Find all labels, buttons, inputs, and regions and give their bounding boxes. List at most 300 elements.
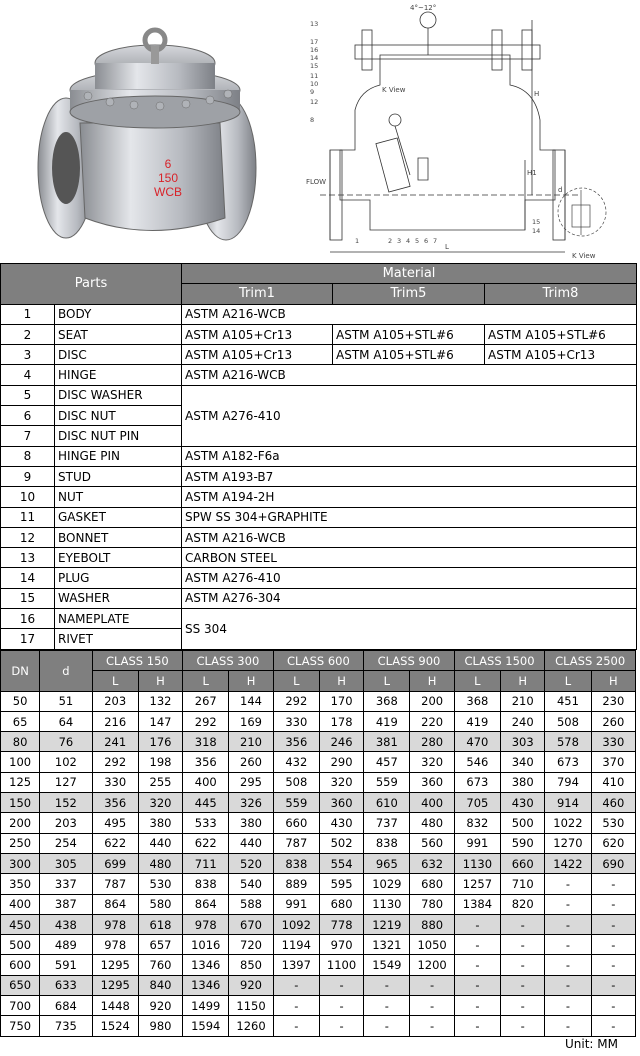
dimension-cell: 991 [273, 894, 319, 914]
dimension-row [1, 691, 636, 711]
dimension-cell: 690 [591, 853, 635, 873]
dimension-h1-label: H1 [527, 169, 537, 177]
dimension-cell: 1594 [183, 1016, 229, 1036]
part-name: DISC WASHER [55, 385, 182, 405]
dimension-cell: 1130 [364, 894, 410, 914]
dimension-cell: 1092 [273, 914, 319, 934]
material-row [1, 527, 637, 547]
dimension-cell: 780 [410, 894, 454, 914]
dimension-cell: 970 [319, 935, 363, 955]
dimension-row [1, 813, 636, 833]
dimension-cell: 147 [138, 711, 182, 731]
dimension-cell: 410 [591, 772, 635, 792]
dimension-cell: 489 [40, 935, 92, 955]
callout-number: 11 [310, 72, 319, 80]
dimension-cell: 711 [183, 853, 229, 873]
dimension-cell: 200 [1, 813, 40, 833]
swing-check-valve-photo [30, 18, 270, 254]
callout-number: 13 [310, 20, 319, 28]
angle-label: 4°~12° [410, 4, 437, 12]
dimension-cell: 1549 [364, 955, 410, 975]
dimension-cell: - [501, 975, 545, 995]
part-name: NAMEPLATE [55, 609, 182, 629]
dimension-cell: 660 [273, 813, 319, 833]
material-value: ASTM A276-304 [182, 588, 637, 608]
dimension-cell: - [454, 914, 500, 934]
dimension-cell: 794 [545, 772, 591, 792]
dimension-cell: 610 [364, 793, 410, 813]
dimension-cell: 1200 [410, 955, 454, 975]
dimension-cell: 64 [40, 711, 92, 731]
dimension-cell: 1050 [410, 935, 454, 955]
trim-header: Trim1 [182, 284, 333, 304]
dimension-cell: 330 [273, 711, 319, 731]
height-subheader: H [229, 671, 273, 691]
material-value: ASTM A105+Cr13 [182, 324, 333, 344]
part-number: 14 [1, 568, 55, 588]
parts-header: Parts [1, 264, 182, 305]
dimension-cell: 1150 [229, 996, 273, 1016]
dimension-cell: 350 [1, 874, 40, 894]
dimension-cell: 889 [273, 874, 319, 894]
dimension-cell: 778 [319, 914, 363, 934]
dimension-cell: 76 [40, 732, 92, 752]
dimension-row [1, 955, 636, 975]
part-name: BONNET [55, 527, 182, 547]
dimension-row [1, 975, 636, 995]
material-value: ASTM A105+STL#6 [333, 345, 485, 365]
callout-number: 9 [310, 88, 315, 96]
dimension-cell: 590 [501, 833, 545, 853]
dimension-cell: - [454, 1016, 500, 1036]
dimension-cell: 318 [183, 732, 229, 752]
dimension-cell: 250 [1, 833, 40, 853]
material-row [1, 304, 637, 324]
dn-header: DN [1, 651, 40, 692]
dimension-cell: 320 [410, 752, 454, 772]
dimension-cell: 102 [40, 752, 92, 772]
dimension-row [1, 935, 636, 955]
dimension-row [1, 1016, 636, 1036]
dimension-cell: - [545, 894, 591, 914]
dimension-cell: 65 [1, 711, 40, 731]
materials-table [0, 263, 637, 650]
dimension-cell: - [454, 975, 500, 995]
dimension-cell: 670 [229, 914, 273, 934]
dimension-cell: 230 [591, 691, 635, 711]
dimension-cell: 920 [138, 996, 182, 1016]
dimension-cell: - [545, 874, 591, 894]
dimension-cell: 533 [183, 813, 229, 833]
dimension-cell: 400 [1, 894, 40, 914]
dimension-cell: 203 [92, 691, 138, 711]
dimension-cell: 303 [501, 732, 545, 752]
part-name: STUD [55, 466, 182, 486]
dimension-cell: 684 [40, 996, 92, 1016]
material-row [1, 568, 637, 588]
dimension-cell: - [591, 935, 635, 955]
dimension-cell: 820 [501, 894, 545, 914]
material-row [1, 507, 637, 527]
dimension-cell: 1499 [183, 996, 229, 1016]
dimension-cell: 178 [319, 711, 363, 731]
d-header: d [40, 651, 92, 692]
length-subheader: L [183, 671, 229, 691]
dimension-cell: - [364, 1016, 410, 1036]
material-row [1, 385, 637, 405]
dimension-cell: 680 [410, 874, 454, 894]
dimension-cell: 1295 [92, 975, 138, 995]
dimension-cell: 622 [183, 833, 229, 853]
dimension-cell: 699 [92, 853, 138, 873]
callout-number: 17 [310, 38, 319, 46]
dimension-cell: 737 [364, 813, 410, 833]
dimension-cell: 210 [229, 732, 273, 752]
height-subheader: H [319, 671, 363, 691]
dimension-cell: 368 [364, 691, 410, 711]
dimension-cell: 1448 [92, 996, 138, 1016]
dimension-cell: 1321 [364, 935, 410, 955]
dimension-cell: 588 [229, 894, 273, 914]
part-number: 2 [1, 324, 55, 344]
material-row [1, 345, 637, 365]
dimension-cell: - [501, 1016, 545, 1036]
part-name: HINGE PIN [55, 446, 182, 466]
callout-number: 3 [397, 237, 402, 245]
dimension-cell: 502 [319, 833, 363, 853]
dimension-cell: - [591, 914, 635, 934]
dimension-cell: 657 [138, 935, 182, 955]
dimension-cell: 1016 [183, 935, 229, 955]
dimension-cell: 978 [92, 935, 138, 955]
dimension-cell: - [545, 935, 591, 955]
dimension-cell: 356 [183, 752, 229, 772]
material-value: ASTM A216-WCB [182, 304, 637, 324]
dimension-cell: - [501, 955, 545, 975]
k-view-label: K View [382, 86, 406, 94]
dimension-cell: 1219 [364, 914, 410, 934]
dimension-row [1, 996, 636, 1016]
dimension-cell: 170 [319, 691, 363, 711]
part-name: HINGE [55, 365, 182, 385]
dimension-cell: 125 [1, 772, 40, 792]
part-number: 3 [1, 345, 55, 365]
material-value: ASTM A193-B7 [182, 466, 637, 486]
callout-number: 16 [310, 46, 319, 54]
dimension-cell: 622 [92, 833, 138, 853]
dimension-cell: 460 [591, 793, 635, 813]
dimension-cell: 216 [92, 711, 138, 731]
height-subheader: H [591, 671, 635, 691]
dimension-row [1, 914, 636, 934]
dimension-cell: 260 [591, 711, 635, 731]
dimension-cell: 1346 [183, 975, 229, 995]
dimension-cell: 100 [1, 752, 40, 772]
flow-label: FLOW [306, 178, 327, 186]
part-number: 9 [1, 466, 55, 486]
part-name: PLUG [55, 568, 182, 588]
dimension-row [1, 732, 636, 752]
dimension-cell: 1022 [545, 813, 591, 833]
dimension-cell: 440 [138, 833, 182, 853]
dimension-cell: - [410, 996, 454, 1016]
length-subheader: L [454, 671, 500, 691]
dimension-cell: 330 [591, 732, 635, 752]
dimension-cell: 337 [40, 874, 92, 894]
callout-number: 4 [406, 237, 411, 245]
dimension-cell: 620 [591, 833, 635, 853]
dimension-cell: 220 [410, 711, 454, 731]
height-subheader: H [138, 671, 182, 691]
dimension-cell: 1029 [364, 874, 410, 894]
dimension-cell: 292 [273, 691, 319, 711]
dimension-cell: 169 [229, 711, 273, 731]
dimension-cell: - [501, 914, 545, 934]
length-subheader: L [545, 671, 591, 691]
dimension-cell: 292 [92, 752, 138, 772]
material-row [1, 548, 637, 568]
part-number: 10 [1, 487, 55, 507]
dimension-cell: 650 [1, 975, 40, 995]
callout-number: 5 [415, 237, 420, 245]
dimension-cell: 578 [545, 732, 591, 752]
class-header: CLASS 1500 [454, 651, 545, 671]
part-number: 1 [1, 304, 55, 324]
dimension-cell: - [273, 1016, 319, 1036]
dimension-cell: 430 [319, 813, 363, 833]
trim-header: Trim5 [333, 284, 485, 304]
dimension-cell: 152 [40, 793, 92, 813]
part-number: 15 [1, 588, 55, 608]
dimension-row [1, 772, 636, 792]
callout-number: 14 [532, 227, 541, 235]
dimension-cell: 326 [229, 793, 273, 813]
dimension-cell: 80 [1, 732, 40, 752]
dimension-row [1, 711, 636, 731]
unit-label: Unit: MM [565, 1037, 618, 1051]
dimension-cell: 838 [273, 853, 319, 873]
dimension-cell: 380 [229, 813, 273, 833]
dimension-cell: 255 [138, 772, 182, 792]
callout-number: 14 [310, 54, 319, 62]
dimension-row [1, 793, 636, 813]
dimension-cell: - [319, 996, 363, 1016]
dimension-cell: - [410, 975, 454, 995]
part-number: 5 [1, 385, 55, 405]
material-value: ASTM A276-410 [182, 385, 637, 446]
dimension-cell: 127 [40, 772, 92, 792]
dimension-cell: 554 [319, 853, 363, 873]
material-value: CARBON STEEL [182, 548, 637, 568]
dimension-cell: 356 [273, 732, 319, 752]
dimension-h-label: H [534, 90, 540, 98]
dimension-cell: 495 [92, 813, 138, 833]
material-row [1, 466, 637, 486]
dimension-cell: 440 [229, 833, 273, 853]
part-number: 17 [1, 629, 55, 649]
dimension-row [1, 752, 636, 772]
material-row [1, 609, 637, 629]
dimension-cell: 419 [454, 711, 500, 731]
material-header: Material [182, 264, 637, 284]
materials-header-row [1, 264, 637, 284]
dimension-cell: - [591, 955, 635, 975]
material-value: ASTM A105+STL#6 [485, 324, 637, 344]
class-header: CLASS 900 [364, 651, 455, 671]
header-figures [0, 0, 640, 262]
part-number: 16 [1, 609, 55, 629]
dimension-row [1, 833, 636, 853]
dimension-cell: 240 [501, 711, 545, 731]
dimension-cell: 965 [364, 853, 410, 873]
dimension-cell: 1346 [183, 955, 229, 975]
dimension-cell: 1257 [454, 874, 500, 894]
dimension-cell: 980 [138, 1016, 182, 1036]
dimension-l-label: L [445, 243, 449, 251]
dimension-cell: - [319, 1016, 363, 1036]
dimension-cell: - [454, 955, 500, 975]
dimension-cell: 540 [229, 874, 273, 894]
dimension-cell: 591 [40, 955, 92, 975]
dimension-cell: - [545, 1016, 591, 1036]
dimension-cell: 254 [40, 833, 92, 853]
part-number: 13 [1, 548, 55, 568]
dimension-cell: 295 [229, 772, 273, 792]
dimension-cell: 290 [319, 752, 363, 772]
dimension-cell: 438 [40, 914, 92, 934]
dimension-cell: 735 [40, 1016, 92, 1036]
dimension-cell: 267 [183, 691, 229, 711]
dimension-cell: 419 [364, 711, 410, 731]
dimension-cell: 760 [138, 955, 182, 975]
dimension-cell: 340 [501, 752, 545, 772]
dimension-cell: 580 [138, 894, 182, 914]
material-row [1, 324, 637, 344]
dimension-cell: 292 [183, 711, 229, 731]
dimension-cell: 368 [454, 691, 500, 711]
dimension-cell: 470 [454, 732, 500, 752]
dimension-cell: 864 [92, 894, 138, 914]
dimension-row [1, 874, 636, 894]
dimension-cell: 705 [454, 793, 500, 813]
material-value: ASTM A216-WCB [182, 527, 637, 547]
dimension-cell: 559 [364, 772, 410, 792]
dimension-cell: 559 [273, 793, 319, 813]
dimension-cell: 1270 [545, 833, 591, 853]
callout-number: 6 [424, 237, 429, 245]
dimension-cell: 508 [545, 711, 591, 731]
dimension-cell: - [273, 996, 319, 1016]
part-name: DISC NUT [55, 406, 182, 426]
dimension-cell: 360 [319, 793, 363, 813]
dimension-cell: 660 [501, 853, 545, 873]
dimension-cell: - [545, 975, 591, 995]
callout-number: 7 [433, 237, 438, 245]
dimension-cell: 1100 [319, 955, 363, 975]
dimension-cell: - [591, 874, 635, 894]
callout-number: 10 [310, 80, 319, 88]
valve-section-drawing [300, 0, 640, 262]
material-value: ASTM A105+Cr13 [485, 345, 637, 365]
dimension-cell: 320 [138, 793, 182, 813]
dimension-cell: 560 [410, 833, 454, 853]
dimension-cell: - [454, 996, 500, 1016]
dimension-cell: 400 [410, 793, 454, 813]
part-number: 11 [1, 507, 55, 527]
dimension-cell: 241 [92, 732, 138, 752]
dimension-cell: 480 [410, 813, 454, 833]
dimension-cell: 260 [229, 752, 273, 772]
callout-number: 15 [532, 218, 541, 226]
dimension-cell: 432 [273, 752, 319, 772]
material-value: ASTM A216-WCB [182, 365, 637, 385]
dimension-row [1, 894, 636, 914]
material-value: SS 304 [182, 609, 637, 650]
part-number: 4 [1, 365, 55, 385]
dimension-cell: - [364, 975, 410, 995]
dimension-cell: 500 [501, 813, 545, 833]
part-number: 7 [1, 426, 55, 446]
dimension-cell: 381 [364, 732, 410, 752]
dimension-cell: 457 [364, 752, 410, 772]
dimension-cell: 750 [1, 1016, 40, 1036]
part-name: DISC NUT PIN [55, 426, 182, 446]
dimension-cell: - [410, 1016, 454, 1036]
dimension-cell: 508 [273, 772, 319, 792]
callout-number: 8 [310, 116, 315, 124]
material-value: ASTM A182-F6a [182, 446, 637, 466]
dimensions-subheader-row [1, 671, 636, 691]
dimension-cell: 50 [1, 691, 40, 711]
dimension-cell: 618 [138, 914, 182, 934]
dimension-cell: 991 [454, 833, 500, 853]
dimension-cell: 530 [138, 874, 182, 894]
material-row [1, 588, 637, 608]
dimension-cell: 1194 [273, 935, 319, 955]
dimension-cell: 914 [545, 793, 591, 813]
dimension-cell: 132 [138, 691, 182, 711]
part-number: 6 [1, 406, 55, 426]
dimension-cell: 680 [319, 894, 363, 914]
part-name: NUT [55, 487, 182, 507]
dimension-cell: 176 [138, 732, 182, 752]
dimension-cell: 500 [1, 935, 40, 955]
height-subheader: H [501, 671, 545, 691]
dimension-cell: 380 [138, 813, 182, 833]
length-subheader: L [92, 671, 138, 691]
part-name: SEAT [55, 324, 182, 344]
dimension-cell: - [545, 996, 591, 1016]
dimension-cell: 600 [1, 955, 40, 975]
dimension-cell: 840 [138, 975, 182, 995]
callout-number: 1 [355, 237, 360, 245]
dimension-cell: 320 [319, 772, 363, 792]
dimension-cell: - [364, 996, 410, 1016]
dimension-cell: 144 [229, 691, 273, 711]
dimension-cell: 1130 [454, 853, 500, 873]
dimension-cell: - [501, 996, 545, 1016]
dimension-cell: 710 [501, 874, 545, 894]
dimension-cell: 595 [319, 874, 363, 894]
part-name: DISC [55, 345, 182, 365]
material-value: ASTM A105+Cr13 [182, 345, 333, 365]
dimension-cell: 1295 [92, 955, 138, 975]
dimension-cell: 1260 [229, 1016, 273, 1036]
dimension-cell: - [545, 914, 591, 934]
dimension-cell: 356 [92, 793, 138, 813]
dimension-cell: - [454, 935, 500, 955]
valve-marking-size: 6 [164, 157, 172, 171]
